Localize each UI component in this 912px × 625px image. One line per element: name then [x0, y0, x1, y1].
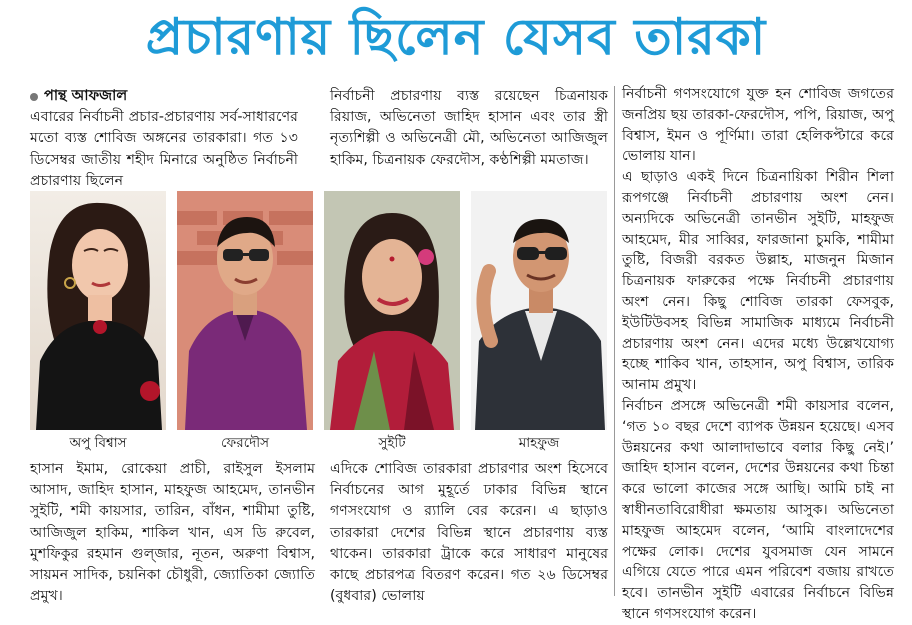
photo-mahfuz [471, 191, 607, 430]
photo-apu-biswas [30, 191, 166, 430]
paragraph: নির্বাচন প্রসঙ্গে অভিনেত্রী শমী কায়সার বলেন, ‘গত ১০ বছর দেশে ব্যাপক উন্নয়ন হয়েছে। এসব উন্নয়নের কথা আলাদাভাবে বলার কিছু নেই।’ জাহিদ হাসান বলেন, দেশের উন্নয়নের কথা চিন্তা করে ভালো কাজের সঙ্গে আছি। আমি চাই না স্বাধীনতাবিরোধীরা ক্ষমতায় আসুক। অভিনেতা মাহফুজ আহমেদ বলেন, ‘আমি বাংলাদেশের পক্ষের লোক। দেশের যুবসমাজ যেন সামনে এগিয়ে যেতে পারে এমন পরিবেশ বজায় রাখতে হবে। তানভীন সুইটি এবারের নির্বাচনে বিভিন্ন স্থানে গণসংযোগ করেন। [622, 397, 894, 622]
article-column-1-bottom [30, 459, 315, 607]
article-column-2-top [330, 86, 608, 188]
author-name: পান্থ আফজাল [44, 88, 128, 104]
paragraph: এবারের নির্বাচনী প্রচার-প্রচারণায় সর্ব-সাধারণের মতো ব্যস্ত শোবিজ অঙ্গনের তারকারা। গত ১৩ ডিসেম্বর জাতীয় শহীদ মিনারে অনুষ্ঠিত নির্বাচনী প্রচারণায় ছিলেন [30, 109, 298, 189]
photo-sweety [324, 191, 460, 430]
column-divider [614, 86, 615, 596]
caption-sweety: সুইটি [378, 435, 406, 451]
paragraph: এ ছাড়াও একই দিনে চিত্রনায়িকা শিরীন শিলা রূপগঞ্জে নির্বাচনী প্রচারণায় অংশ নেন। অন্যদিকে অভিনেত্রী তানভীন সুইটি, মাহফুজ আহমেদ, মীর সাব্বির, ফারজানা চুমকি, শামীমা তুষ্টি, বিজরী বরকত উল্লাহ, মাজনুন মিজান চিত্রনায়ক ফারুকের পক্ষে নির্বাচনী প্রচারণায় অংশ নেন। কিছু শোবিজ তারকা ফেসবুক, ইউটিউবসহ বিভিন্ন সামাজিক মাধ্যমে নির্বাচনী প্রচারণায় অংশ নেন। এদের মধ্যে উল্লেখযোগ্য হচ্ছে শাকিব খান, তাহসান, অপু বিশ্বাস, তারিক আনাম প্রমুখ। [622, 169, 894, 394]
photo-ferdous [177, 191, 313, 430]
article-column-2-bottom [330, 459, 608, 607]
byline [30, 86, 298, 107]
paragraph: নির্বাচনী প্রচারণায় ব্যস্ত রয়েছেন চিত্রনায়ক রিয়াজ, অভিনেতা জাহিদ হাসান এবং তার স্ত্রী নৃত্যশিল্পী ও অভিনেত্রী মৌ, অভিনেতা আজিজুল হাকিম, চিত্রনায়ক ফেরদৌস, কণ্ঠশিল্পী মমতাজ। [330, 88, 608, 168]
paragraph: এদিকে শোবিজ তারকারা প্রচারণার অংশ হিসেবে নির্বাচনের আগ মুহূর্তে ঢাকার বিভিন্ন স্থানে গণসংযোগ ও র‍্যালি বের করেন। এ ছাড়াও তারকারা দেশের বিভিন্ন স্থানে প্রচারণায় ব্যস্ত থাকেন। তারকারা ট্রাকে করে সাধারণ মানুষের কাছে প্রচারপত্র বিতরণ করেন। গত ২৬ ডিসেম্বর (বুধবার) ভোলায় [330, 461, 608, 605]
paragraph: হাসান ইমাম, রোকেয়া প্রাচী, রাইসুল ইসলাম আসাদ, জাহিদ হাসান, মাহফুজ আহমেদ, তানভীন সুইটি, শমী কায়সার, তারিন, বাঁধন, শামীমা তুষ্টি, আজিজুল হাকিম, শাকিল খান, এস ডি রুবেল, মুশফিকুর রহমান গুল্জার, নূতন, অরুণা বিশ্বাস, সায়মন সাদিক, চয়নিকা চৌধুরী, জ্যোতিকা জ্যোতি প্রমুখ। [30, 461, 315, 605]
article-column-1-top [30, 86, 298, 188]
caption-apu-biswas: অপু বিশ্বাস [69, 435, 127, 451]
headline: প্রচারণায় ছিলেন যেসব তারকা [145, 7, 767, 66]
caption-ferdous: ফেরদৌস [220, 435, 270, 451]
bullet-icon [30, 93, 38, 101]
paragraph: নির্বাচনী গণসংযোগে যুক্ত হন শোবিজ জগতের জনপ্রিয় ছয় তারকা-ফেরদৌস, পপি, রিয়াজ, অপু বিশ্বাস, ইমন ও পূর্ণিমা। তারা হেলিকপ্টারে করে ভোলায় যান। [622, 86, 894, 165]
article-column-3 [622, 84, 894, 622]
caption-mahfuz: মাহফুজ [518, 435, 560, 451]
